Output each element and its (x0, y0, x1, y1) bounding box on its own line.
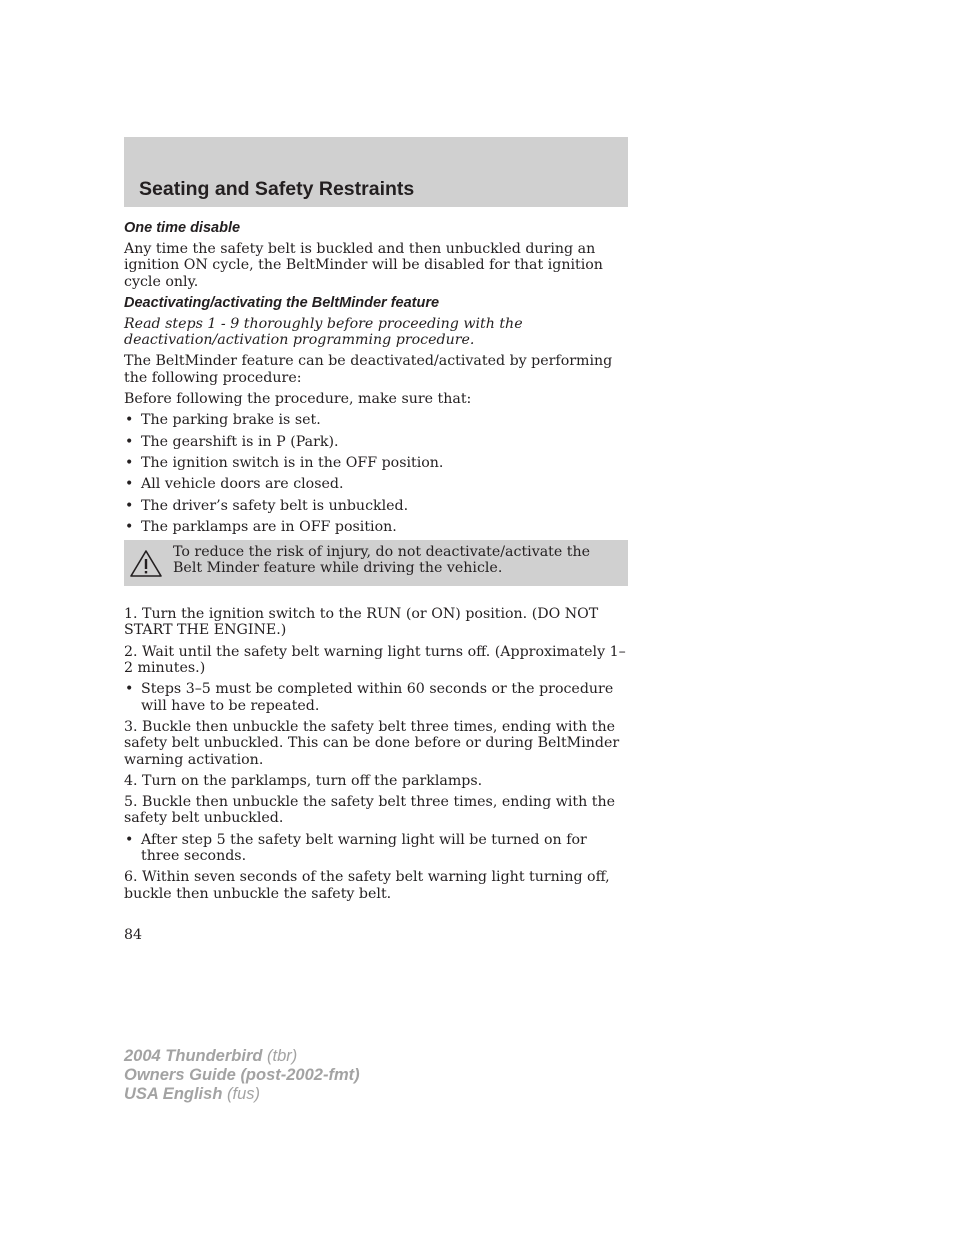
list-item (124, 498, 628, 514)
warning-box (124, 540, 628, 586)
document-footer (124, 1047, 360, 1104)
bullet-dot: • (125, 518, 134, 535)
list-item (124, 434, 628, 450)
step-note-text: Steps 3–5 must be completed within 60 seconds or the procedure will have to be repeated. (141, 681, 614, 714)
warning-text: To reduce the risk of injury, do not deactivate/activate the Belt Minder feature while driving the vehicle. (173, 544, 591, 577)
condition-text: The ignition switch is in the OFF position. (141, 454, 444, 471)
step-4: 4. Turn on the parklamps, turn off the parklamps. (124, 772, 483, 789)
condition-text: All vehicle doors are closed. (141, 476, 344, 493)
page-number: 84 (124, 927, 143, 943)
bullet-dot: • (125, 497, 134, 514)
footer-language: USA English (124, 1085, 223, 1103)
step-1: 1. Turn the ignition switch to the RUN (or ON) position. (DO NOT START THE ENGINE.) (124, 606, 599, 639)
step-5: 5. Buckle then unbuckle the safety belt three times, ending with the safety belt unbuckled. (124, 794, 615, 827)
footer-model: 2004 Thunderbird (124, 1047, 263, 1065)
bullet-dot: • (125, 831, 134, 848)
list-item (124, 476, 628, 492)
condition-text: The parking brake is set. (141, 412, 321, 429)
bullet-dot: • (125, 681, 134, 698)
list-item (124, 519, 628, 535)
procedure-before: Before following the procedure, make sure that: (124, 391, 472, 408)
heading-deactivating: Deactivating/activating the BeltMinder feature (124, 294, 440, 311)
conditions-list (124, 412, 628, 535)
step-6: 6. Within seven seconds of the safety belt warning light turning off, buckle then unbuckle the safety belt. (124, 869, 610, 902)
step-3: 3. Buckle then unbuckle the safety belt three times, ending with the safety belt unbuckled. This can be done before or during BeltMinder warning activation. (124, 718, 620, 768)
procedure-intro: The BeltMinder feature can be deactivated/activated by performing the following procedure: (124, 353, 613, 386)
step-note-list (124, 681, 628, 714)
list-item (124, 455, 628, 471)
condition-text: The driver’s safety belt is unbuckled. (141, 497, 409, 514)
section-header-band (124, 137, 628, 207)
condition-text: The parklamps are in OFF position. (141, 518, 397, 535)
step-note-list (124, 832, 628, 865)
section-title: Seating and Safety Restraints (139, 178, 415, 200)
procedure-note: Read steps 1 - 9 thoroughly before proceeding with the deactivation/activation programming procedure. (124, 315, 523, 349)
list-item (124, 681, 628, 714)
condition-text: The gearshift is in P (Park). (141, 433, 339, 450)
warning-triangle-icon (129, 549, 163, 579)
paragraph-one-time-disable: Any time the safety belt is buckled and then unbuckled during an ignition ON cycle, the BeltMinder will be disabled for that ignition cycle only. (124, 241, 603, 290)
footer-language-code: (fus) (227, 1085, 260, 1103)
step-2: 2. Wait until the safety belt warning light turns off. (Approximately 1–2 minutes.) (124, 643, 626, 677)
bullet-dot: • (125, 433, 134, 450)
page-content (124, 220, 628, 907)
step-note-text: After step 5 the safety belt warning light will be turned on for three seconds. (141, 831, 587, 865)
footer-line-3 (124, 1085, 360, 1104)
footer-line-1 (124, 1047, 360, 1066)
bullet-dot: • (125, 454, 134, 471)
list-item (124, 412, 628, 428)
bullet-dot: • (125, 476, 134, 493)
footer-model-code: (tbr) (267, 1047, 298, 1065)
heading-one-time-disable: One time disable (124, 220, 241, 236)
list-item (124, 832, 628, 865)
bullet-dot: • (125, 412, 134, 429)
footer-line-2: Owners Guide (post-2002-fmt) (124, 1066, 360, 1084)
